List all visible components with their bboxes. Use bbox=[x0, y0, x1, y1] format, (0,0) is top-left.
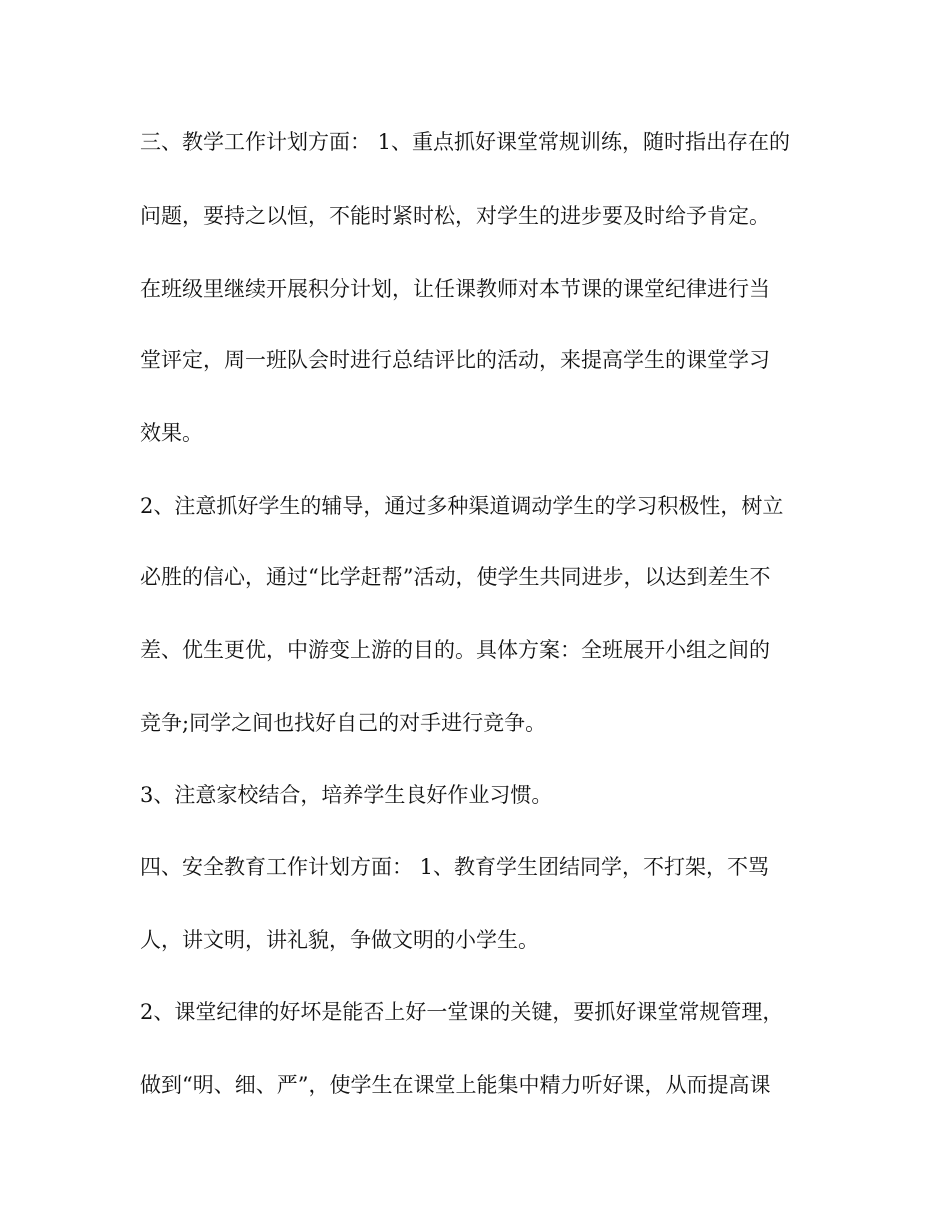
paragraph-line: 3、注意家校结合，培养学生良好作业习惯。 bbox=[140, 783, 553, 807]
paragraph-line: 在班级里继续开展积分计划，让任课教师对本节课的课堂纪律进行当 bbox=[140, 277, 770, 301]
paragraph-line: 效果。 bbox=[140, 421, 203, 445]
paragraph-line: 做到“明、细、严”，使学生在课堂上能集中精力听好课，从而提高课 bbox=[140, 1073, 771, 1097]
paragraph-line: 竞争;同学之间也找好自己的对手进行竞争。 bbox=[140, 711, 547, 735]
paragraph-line: 四、安全教育工作计划方面： 1、教育学生团结同学，不打架，不骂 bbox=[140, 855, 770, 879]
paragraph-line: 差、优生更优，中游变上游的目的。具体方案：全班展开小组之间的 bbox=[140, 638, 770, 662]
paragraph-line: 人，讲文明，讲礼貌，争做文明的小学生。 bbox=[140, 928, 539, 952]
paragraph-line: 堂评定，周一班队会时进行总结评比的活动，来提高学生的课堂学习 bbox=[140, 348, 770, 372]
paragraph-line: 三、教学工作计划方面： 1、重点抓好课堂常规训练，随时指出存在的 bbox=[140, 130, 791, 154]
paragraph-line: 必胜的信心，通过“比学赶帮”活动，使学生共同进步，以达到差生不 bbox=[140, 565, 771, 589]
paragraph-line: 2、课堂纪律的好坏是能否上好一堂课的关键，要抓好课堂常规管理， bbox=[140, 1000, 784, 1024]
paragraph-line: 2、注意抓好学生的辅导，通过多种渠道调动学生的学习积极性，树立 bbox=[140, 494, 784, 518]
paragraph-line: 问题，要持之以恒，不能时紧时松，对学生的进步要及时给予肯定。 bbox=[140, 204, 770, 228]
